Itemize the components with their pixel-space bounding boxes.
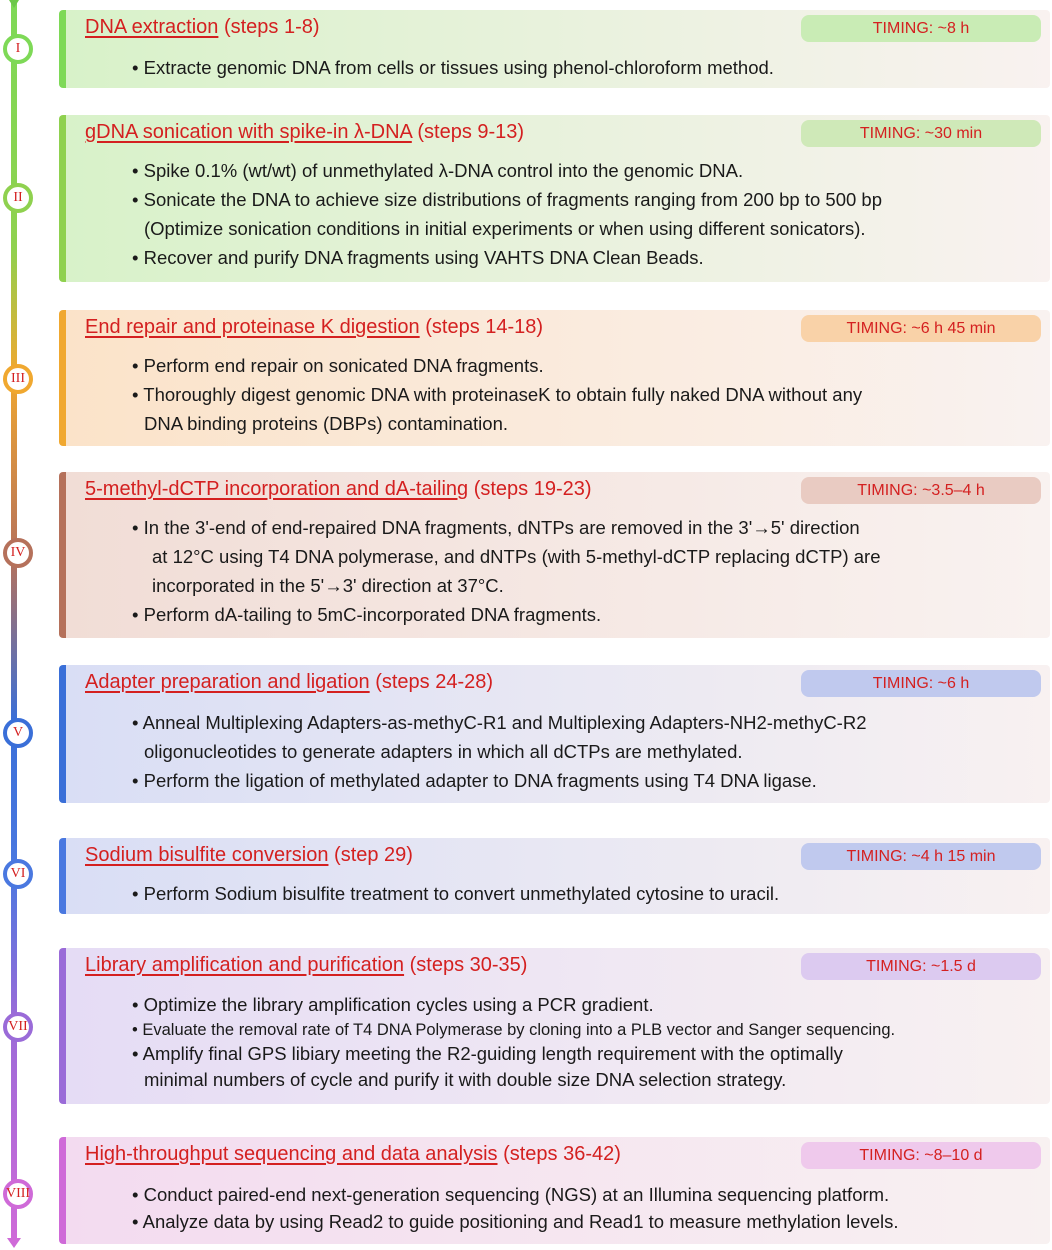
stage-node-5 [3, 718, 33, 748]
stage-numeral: VIII [5, 1186, 31, 1201]
list-item: • Amplify final GPS libiary meeting the R2-guiding length requirement with the optimally minimal numbers of cycle and purify it with double size DNA selection strategy. [132, 1043, 843, 1090]
timing-badge: TIMING: ~30 min [801, 120, 1041, 147]
stage-title: High-throughput sequencing and data analysis (steps 36-42) [85, 1143, 621, 1165]
stage-panel-3 [59, 310, 1050, 446]
stage-node-6 [3, 859, 33, 889]
list-item: • Evaluate the removal rate of T4 DNA Polymerase by cloning into a PLB vector and Sanger sequencing. [132, 1021, 896, 1039]
list-item: • Extracte genomic DNA from cells or tissues using phenol-chloroform method. [132, 57, 774, 78]
list-item: • Analyze data by using Read2 to guide positioning and Read1 to measure methylation levels. [132, 1211, 899, 1232]
stage-node-1 [3, 34, 33, 64]
timing-badge: TIMING: ~6 h [801, 670, 1041, 697]
stage-node-3 [3, 364, 33, 394]
stage-node-7 [3, 1012, 33, 1042]
list-item: • Perform dA-tailing to 5mC-incorporated DNA fragments. [132, 604, 602, 625]
list-item: • Anneal Multiplexing Adapters-as-methyC-R1 and Multiplexing Adapters-NH2-methyC-R2 oligonucleotides to generate adapters in which all dCTPs are methylated. [132, 712, 867, 762]
timing-badge: TIMING: ~6 h 45 min [801, 315, 1041, 342]
timing-badge: TIMING: ~4 h 15 min [801, 843, 1041, 870]
stage-numeral: V [12, 725, 24, 740]
stage-numeral: IV [10, 545, 26, 560]
timing-badge: TIMING: ~1.5 d [801, 953, 1041, 980]
timing-badge: TIMING: ~8 h [801, 15, 1041, 42]
timeline-start-cap [9, 0, 19, 8]
stage-panel-6 [59, 838, 1050, 914]
stage-panel-2 [59, 115, 1050, 282]
list-item: • Sonicate the DNA to achieve size distributions of fragments ranging from 200 bp to 500 bp (Optimize sonication conditions in initial experiments or when using different sonicators). [132, 189, 882, 239]
timeline-arrow-icon [7, 1238, 21, 1248]
stage-title: Library amplification and purification (steps 30-35) [85, 954, 528, 976]
list-item: • Conduct paired-end next-generation sequencing (NGS) at an Illumina sequencing platform. [132, 1184, 890, 1205]
stage-numeral: VI [10, 866, 26, 881]
stage-numeral: VII [8, 1019, 28, 1034]
stage-title: 5-methyl-dCTP incorporation and dA-tailing (steps 19-23) [85, 478, 592, 500]
list-item: • Perform the ligation of methylated adapter to DNA fragments using T4 DNA ligase. [132, 770, 817, 791]
stage-title: Adapter preparation and ligation (steps 24-28) [85, 671, 494, 693]
stage-title: gDNA sonication with spike-in λ-DNA (steps 9-13) [85, 121, 525, 143]
stage-panel-8 [59, 1137, 1050, 1244]
stage-node-8 [3, 1179, 33, 1209]
timing-badge: TIMING: ~8–10 d [801, 1142, 1041, 1169]
list-item: • Perform Sodium bisulfite treatment to convert unmethylated cytosine to uracil. [132, 883, 780, 904]
list-item: • Perform end repair on sonicated DNA fragments. [132, 355, 544, 376]
stage-title: Sodium bisulfite conversion (step 29) [85, 844, 413, 866]
stage-title: DNA extraction (steps 1-8) [85, 16, 320, 38]
stage-panel-7 [59, 948, 1050, 1104]
stage-panel-4 [59, 472, 1050, 638]
stage-numeral: II [13, 190, 23, 205]
list-item: • Recover and purify DNA fragments using VAHTS DNA Clean Beads. [132, 247, 704, 268]
stage-panel-5 [59, 665, 1050, 803]
stage-node-4 [3, 538, 33, 568]
list-item: • Optimize the library amplification cycles using a PCR gradient. [132, 994, 654, 1015]
stage-title: End repair and proteinase K digestion (steps 14-18) [85, 316, 544, 338]
stage-numeral: III [11, 371, 25, 386]
stage-panel-1 [59, 10, 1050, 88]
list-item: • Thoroughly digest genomic DNA with proteinaseK to obtain fully naked DNA without any DNA binding proteins (DBPs) contamination. [132, 384, 863, 434]
list-item: • Spike 0.1% (wt/wt) of unmethylated λ-DNA control into the genomic DNA. [132, 160, 744, 181]
stage-numeral: I [15, 41, 21, 56]
timing-badge: TIMING: ~3.5–4 h [801, 477, 1041, 504]
stage-node-2 [3, 183, 33, 213]
list-item: • In the 3'-end of end-repaired DNA fragments, dNTPs are removed in the 3'→5' direction at 12°C using T4 DNA polymerase, and dNTPs (with 5-methyl-dCTP replacing dCTP) are incorporated in the 5'→3' direction at 37°C. [132, 517, 881, 596]
